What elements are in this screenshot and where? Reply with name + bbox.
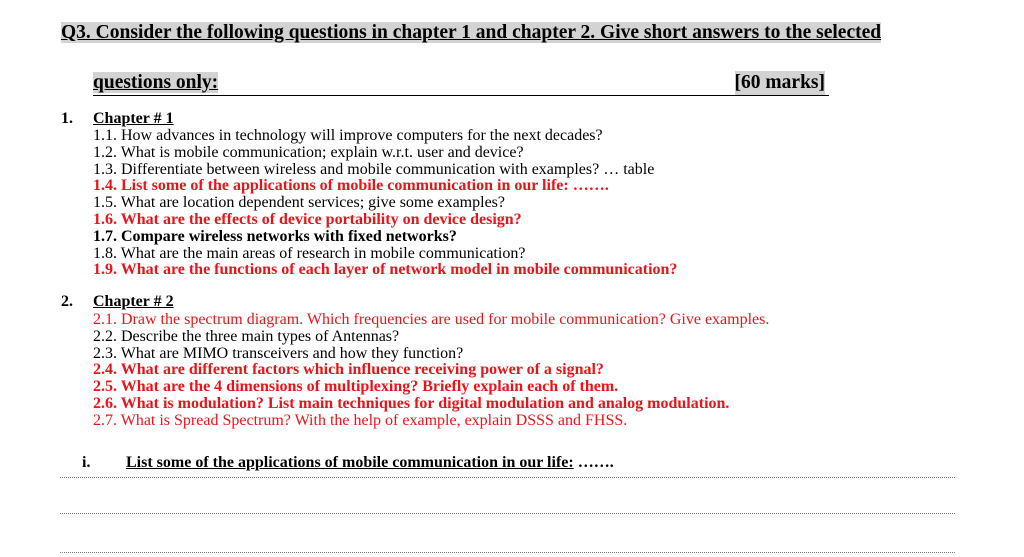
answer-prompt-text: List some of the applications of mobile communication in our life: (126, 454, 574, 471)
question-instructions: Consider the following questions in chapter 1 and chapter 2. Give short answers to the selected (95, 22, 882, 43)
question-item: 2.7. What is Spread Spectrum? With the help of example, explain DSSS and FHSS. (93, 411, 628, 429)
question-item: 2.3. What are MIMO transceivers and how they function? (93, 344, 464, 362)
question-item: 1.5. What are location dependent services; give some examples? (93, 194, 505, 212)
answer-number: i. (82, 454, 91, 471)
answer-line[interactable] (60, 552, 955, 553)
question-item: 1.3. Differentiate between wireless and mobile communication with examples? … table (93, 160, 655, 178)
question-subheading (93, 71, 829, 96)
question-heading (61, 22, 921, 44)
question-item: 2.5. What are the 4 dimensions of multiplexing? Briefly explain each of them. (93, 378, 619, 396)
chapter-2-title: Chapter # 2 (93, 293, 174, 310)
chapter-1-number: 1. (61, 110, 73, 127)
chapter-2-question-list (93, 312, 769, 430)
question-item: 2.6. What is modulation? List main techniques for digital modulation and analog modulation. (93, 394, 730, 412)
subheading-text: questions only: (93, 72, 219, 93)
answer-line[interactable] (60, 513, 955, 514)
question-item: 1.6. What are the effects of device portability on device design? (93, 210, 522, 228)
question-item: 2.1. Draw the spectrum diagram. Which frequencies are used for mobile communication? Give examples. (93, 311, 770, 328)
question-item: 1.9. What are the functions of each layer of network model in mobile communication? (93, 261, 678, 279)
question-item: 1.2. What is mobile communication; explain w.r.t. user and device? (93, 143, 524, 161)
question-item: 2.2. Describe the three main types of Antennas? (93, 327, 400, 345)
question-item: 1.7. Compare wireless networks with fixed networks? (93, 227, 457, 245)
question-item: 1.8. What are the main areas of research in mobile communication? (93, 244, 526, 262)
question-item: 2.4. What are different factors which influence receiving power of a signal? (93, 361, 604, 379)
chapter-1-title: Chapter # 1 (93, 110, 174, 127)
answer-prompt (126, 454, 614, 472)
chapter-1-question-list (93, 128, 677, 279)
question-item: 1.1. How advances in technology will improve computers for the next decades? (93, 127, 603, 144)
answer-line[interactable] (60, 477, 955, 478)
marks-label: [60 marks] (734, 72, 825, 93)
question-number: Q3. (61, 22, 96, 43)
answer-prompt-dots: ……. (573, 454, 614, 471)
question-item: 1.4. List some of the applications of mobile communication in our life: ……. (93, 177, 609, 195)
chapter-2-number: 2. (61, 293, 73, 310)
